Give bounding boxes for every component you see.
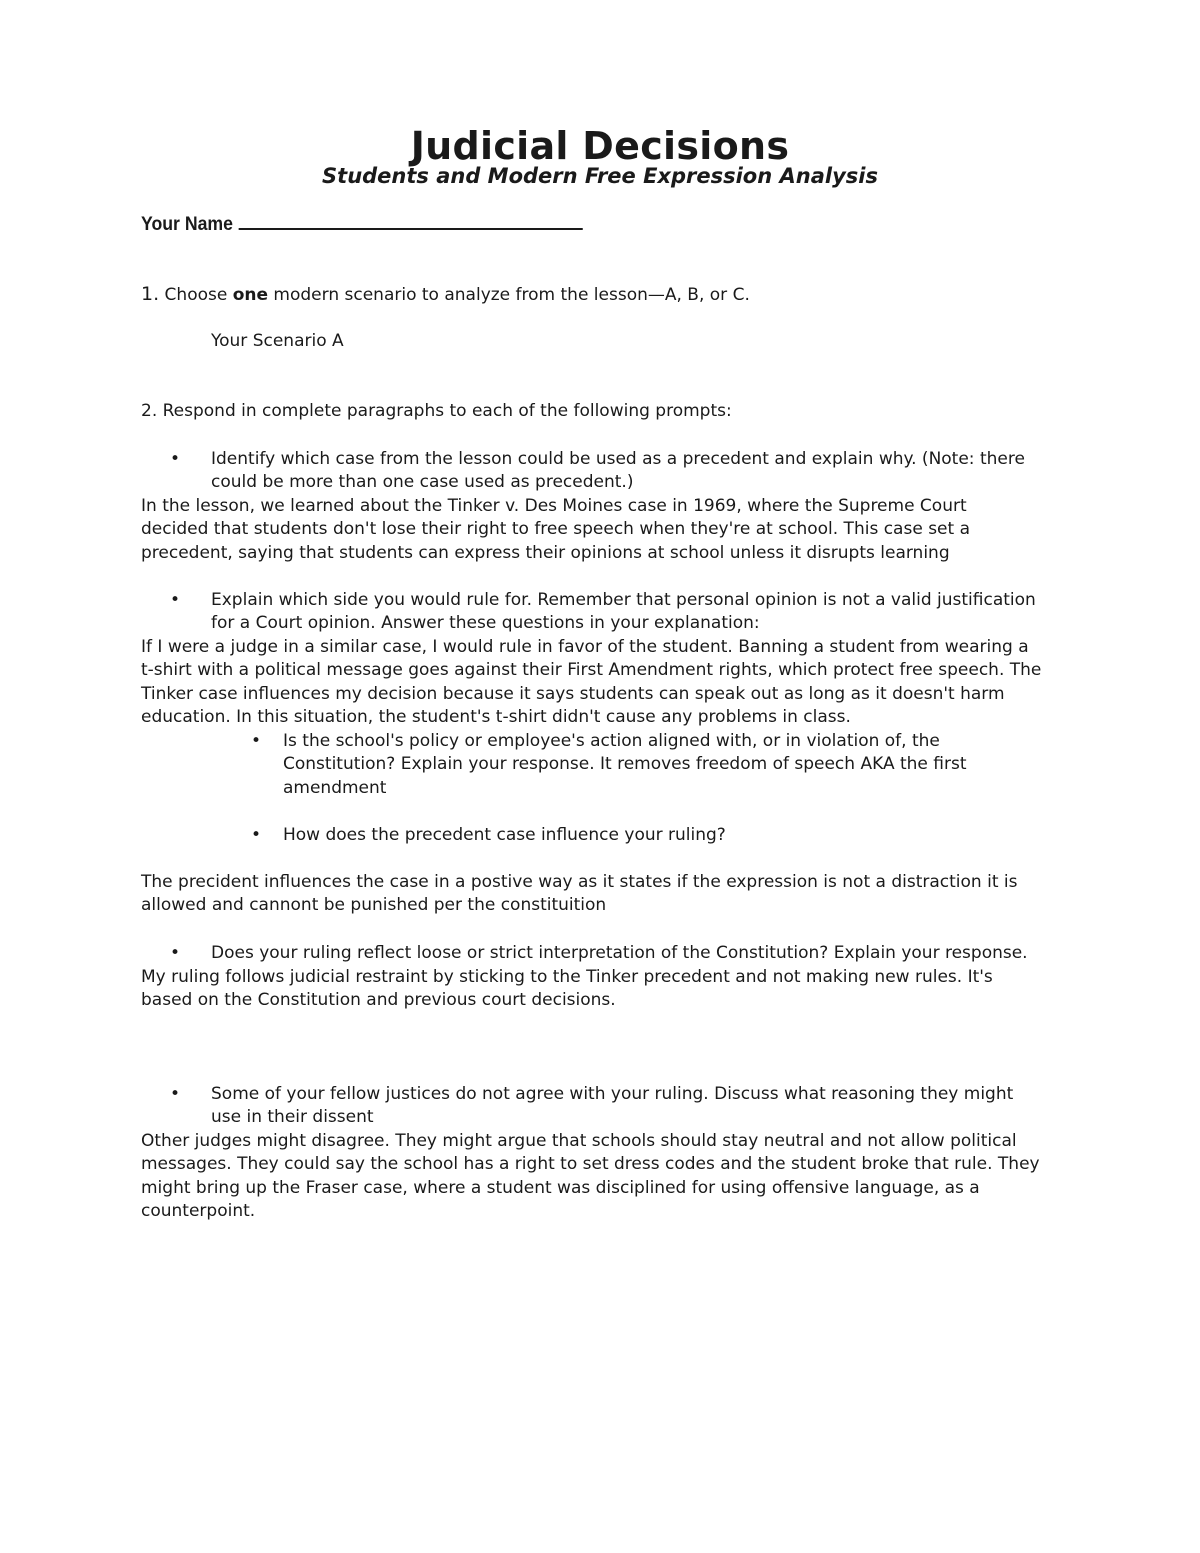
answer-4-line: My ruling follows judicial restraint by sticking to the Tinker precedent and not making new rules. It's	[141, 967, 993, 987]
question-1	[141, 283, 750, 307]
answer-2-line: Tinker case influences my decision because it says students can speak out as long as it doesn't harm	[141, 683, 1005, 704]
document-title: Judicial Decisions	[410, 124, 790, 168]
answer-3-line: The precident influences the case in a postive way as it states if the expression is not a distraction it is	[141, 872, 1018, 892]
prompt-2-line: for a Court opinion. Answer these questions in your explanation:	[211, 613, 760, 634]
bullet-icon: •	[170, 943, 181, 963]
sub-prompt-2	[283, 824, 1013, 847]
sub-prompt-1	[283, 730, 1013, 800]
prompt-2	[211, 589, 1071, 636]
answer-1-line: decided that students don't lose their right to free speech when they're at school. This case set a	[141, 519, 970, 540]
question-2: 2. Respond in complete paragraphs to each of the following prompts:	[141, 401, 732, 421]
answer-5	[141, 1130, 1071, 1224]
answer-1	[141, 495, 1071, 565]
sub-prompt-1-line: amendment	[283, 777, 387, 798]
bullet-icon: •	[170, 449, 181, 469]
answer-5-line: Other judges might disagree. They might argue that schools should stay neutral and not allow political	[141, 1131, 1017, 1151]
answer-5-line: messages. They could say the school has a right to set dress codes and the student broke that rule. They	[141, 1154, 1040, 1175]
prompt-4-line: use in their dissent	[211, 1107, 374, 1128]
prompt-1-line: could be more than one case used as precedent.)	[211, 472, 634, 493]
answer-1-line: In the lesson, we learned about the Tinker v. Des Moines case in 1969, where the Supreme Court	[141, 496, 967, 516]
prompt-4	[211, 1083, 1071, 1130]
sub-prompt-1-line: Is the school's policy or employee's action aligned with, or in violation of, the	[283, 731, 940, 751]
answer-2-line: t-shirt with a political message goes against their First Amendment rights, which protect free speech. The	[141, 660, 1042, 681]
name-label: Your Name	[141, 214, 233, 235]
answer-2-line: education. In this situation, the student's t-shirt didn't cause any problems in class.	[141, 707, 851, 728]
question-1-number: 1.	[141, 283, 160, 305]
question-1-suffix: modern scenario to analyze from the lesson—A, B, or C.	[268, 285, 750, 305]
bullet-icon: •	[170, 590, 181, 610]
answer-5-line: might bring up the Fraser case, where a student was disciplined for using offensive language, as a	[141, 1177, 980, 1198]
answer-5-line: counterpoint.	[141, 1201, 256, 1222]
answer-2-line: If I were a judge in a similar case, I would rule in favor of the student. Banning a student from wearing a	[141, 637, 1029, 657]
prompt-1-line: Identify which case from the lesson could be used as a precedent and explain why. (Note: there	[211, 449, 1025, 469]
prompt-2-line: Explain which side you would rule for. Remember that personal opinion is not a valid justification	[211, 590, 1036, 610]
answer-4	[141, 966, 1071, 1013]
prompt-3	[211, 942, 1071, 965]
document-subtitle: Students and Modern Free Expression Analysis	[322, 164, 878, 188]
answer-1-line: precedent, saying that students can express their opinions at school unless it disrupts learning	[141, 542, 950, 563]
sub-prompt-2-line: How does the precedent case influence your ruling?	[283, 825, 726, 845]
name-blank-line[interactable]	[239, 210, 583, 230]
answer-4-line: based on the Constitution and previous court decisions.	[141, 990, 616, 1011]
answer-3-line: allowed and cannont be punished per the constituition	[141, 895, 607, 916]
sub-bullet-icon: •	[251, 731, 262, 751]
answer-2	[141, 636, 1071, 730]
answer-3	[141, 871, 1071, 918]
prompt-4-line: Some of your fellow justices do not agree with your ruling. Discuss what reasoning they might	[211, 1084, 1014, 1104]
bullet-icon: •	[170, 1084, 181, 1104]
sub-prompt-1-line: Constitution? Explain your response. It removes freedom of speech AKA the first	[283, 754, 967, 775]
prompt-1	[211, 448, 1071, 495]
prompt-3-line: Does your ruling reflect loose or strict interpretation of the Constitution? Explain your response.	[211, 943, 1028, 963]
question-1-emphasis: one	[232, 285, 269, 305]
question-1-prefix: Choose	[164, 285, 233, 305]
name-field	[141, 210, 583, 238]
scenario-answer: Your Scenario A	[211, 331, 344, 351]
sub-bullet-icon: •	[251, 825, 262, 845]
